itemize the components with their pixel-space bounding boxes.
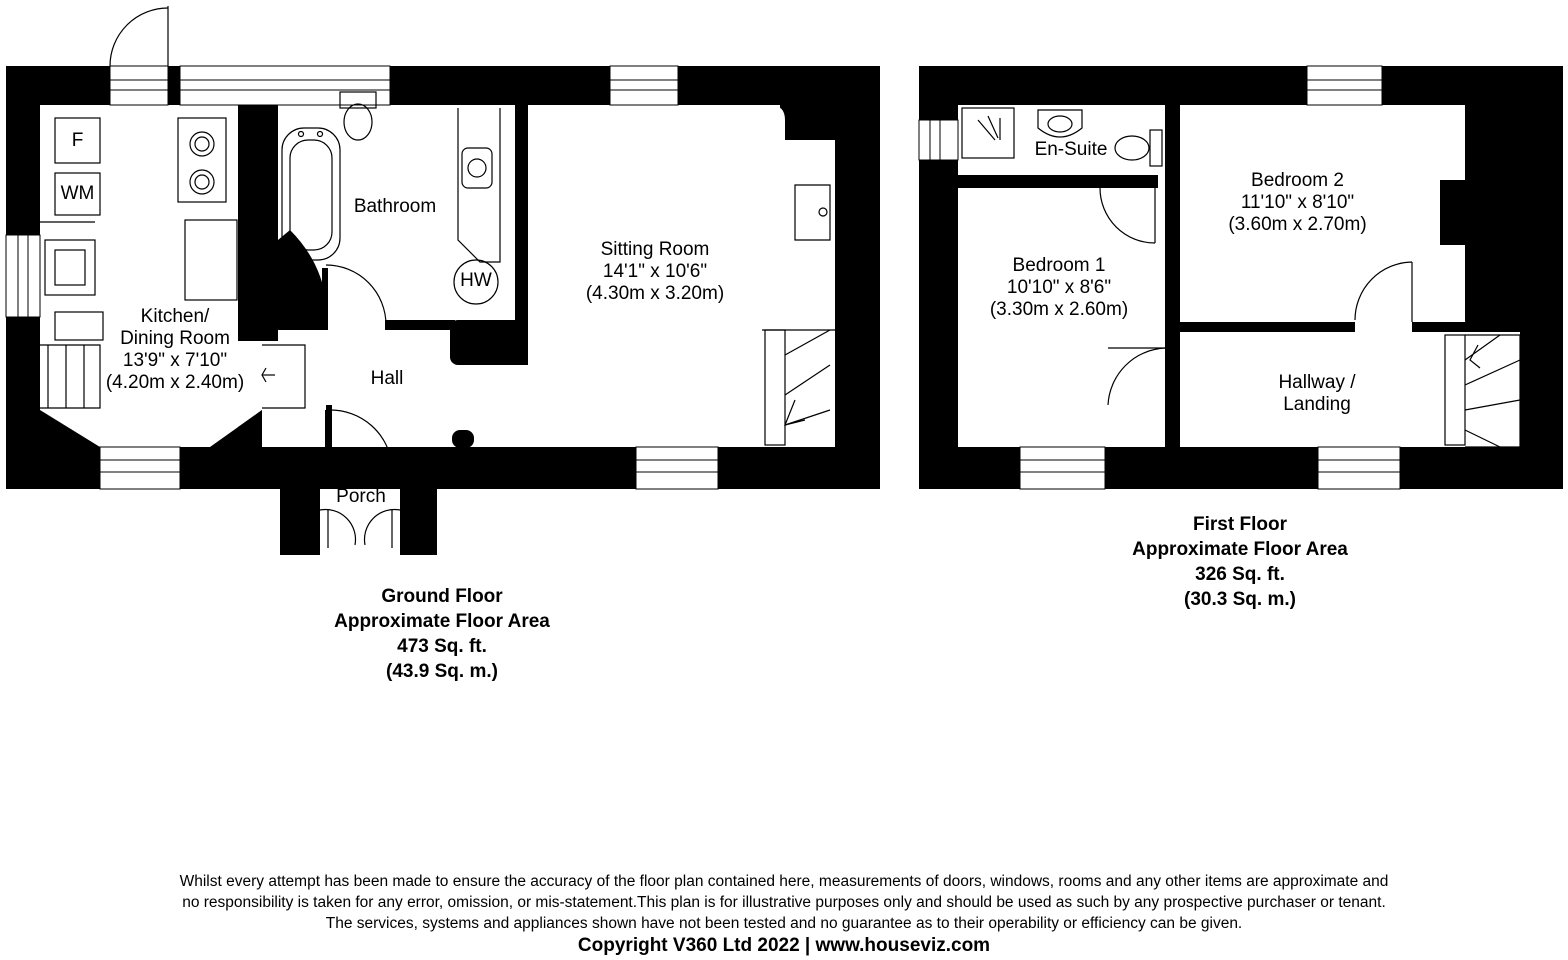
wall-block <box>326 405 332 447</box>
landing-label <box>1258 372 1376 416</box>
fridge-label: F <box>71 130 84 151</box>
disclaimer-line2: no responsibility is taken for any error, omission, or mis-statement.This plan is for illustrative purposes only and should be used as such by any prospective purchaser or tenant. <box>182 894 1386 911</box>
porch-name: Porch <box>336 486 386 507</box>
kitchen-imperial: 13'9" x 7'10" <box>122 350 228 371</box>
sitting-room-label <box>560 239 750 305</box>
ground-floor-title: Ground Floor <box>381 586 503 607</box>
hot-water-label: HW <box>460 270 492 291</box>
porch-label <box>325 486 397 508</box>
wall-block <box>452 430 474 448</box>
first-floor-subtitle: Approximate Floor Area <box>1132 539 1348 560</box>
kitchen-metric: (4.20m x 2.40m) <box>105 372 245 393</box>
bedroom1-imperial: 10'10" x 8'6" <box>1006 277 1112 298</box>
bathroom-name: Bathroom <box>353 196 437 217</box>
wall-block <box>450 320 528 365</box>
kitchen-door <box>110 6 168 66</box>
bedroom2-imperial: 11'10" x 8'10" <box>1240 192 1355 213</box>
bedroom2-metric: (3.60m x 2.70m) <box>1228 214 1367 235</box>
landing-name-line2: Landing <box>1283 394 1351 415</box>
sitting-room-name: Sitting Room <box>600 239 710 260</box>
hall-name: Hall <box>370 368 404 389</box>
bedroom2-name: Bedroom 2 <box>1251 170 1344 191</box>
bedroom1-metric: (3.30m x 2.60m) <box>989 299 1129 320</box>
first-floor-sqm: (30.3 Sq. m.) <box>1184 589 1296 610</box>
bedroom2-label <box>1205 170 1390 236</box>
ground-floor-sqft: 473 Sq. ft. <box>397 636 487 657</box>
bathroom-label <box>340 196 450 218</box>
wall-block <box>385 320 455 330</box>
disclaimer-line1: Whilst every attempt has been made to ensure the accuracy of the floor plan contained here, measurements of doors, windows, rooms and any other items are approximate and <box>179 873 1389 890</box>
copyright: Copyright V360 Ltd 2022 | www.houseviz.com <box>577 935 991 956</box>
first-floor-sqft: 326 Sq. ft. <box>1195 564 1285 585</box>
first-floor-title: First Floor <box>1193 514 1287 535</box>
kitchen-floor <box>40 105 262 447</box>
first-floor-area <box>1090 512 1390 612</box>
sitting-room-imperial: 14'1" x 10'6" <box>602 261 708 282</box>
kitchen-name-line2: Dining Room <box>120 328 230 349</box>
washing-machine-label: WM <box>60 183 95 204</box>
ground-floor-subtitle: Approximate Floor Area <box>334 611 550 632</box>
sitting-room-metric: (4.30m x 3.20m) <box>585 283 725 304</box>
landing-name-line1: Hallway / <box>1278 372 1356 393</box>
disclaimer-line3: The services, systems and appliances shown have not been tested and no guarantee as to their operability or efficiency can be given. <box>325 915 1243 932</box>
ensuite-label <box>1022 139 1120 161</box>
wall-block <box>1520 332 1563 447</box>
kitchen-label <box>95 306 255 394</box>
kitchen-name-line1: Kitchen/ <box>140 306 210 327</box>
wall-block <box>1165 105 1180 447</box>
bedroom1-label <box>970 255 1148 321</box>
wall-block <box>1465 105 1563 332</box>
hall-label <box>355 368 419 390</box>
wall-block <box>958 175 1158 188</box>
disclaimer <box>0 871 1568 934</box>
ground-floor-sqm: (43.9 Sq. m.) <box>386 661 498 682</box>
wall-block <box>1180 322 1355 332</box>
bedroom1-name: Bedroom 1 <box>1012 255 1106 276</box>
ensuite-name: En-Suite <box>1034 139 1108 160</box>
ground-floor-area <box>292 584 592 684</box>
